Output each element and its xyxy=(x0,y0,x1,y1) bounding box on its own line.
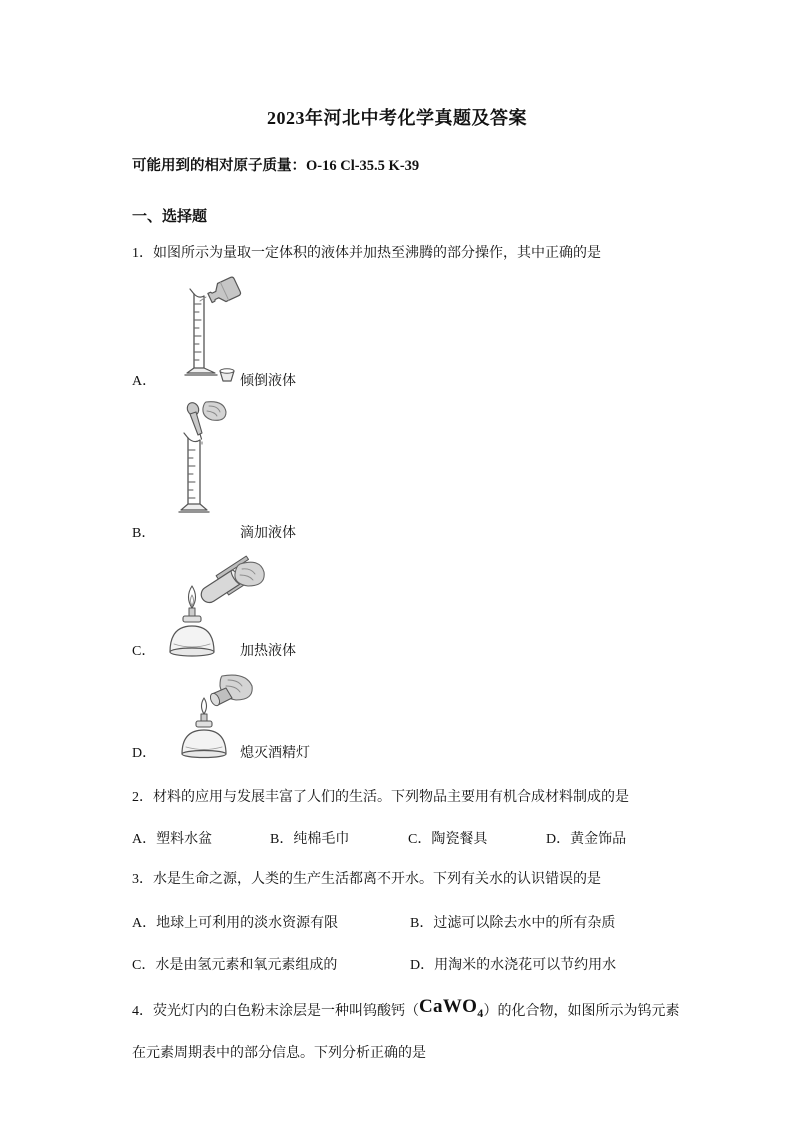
q2-option-d: D．黄金饰品 xyxy=(546,832,627,847)
q1-option-a-row xyxy=(132,372,662,392)
q1-option-d-label: D． xyxy=(132,746,157,761)
q1-option-a-caption: 倾倒液体 xyxy=(240,374,296,389)
q3-option-a: A．地球上可利用的淡水资源有限 xyxy=(132,916,339,931)
drop-liquid-icon xyxy=(162,400,262,522)
q1-option-b-label: B． xyxy=(132,526,156,541)
pour-liquid-figure xyxy=(170,274,662,386)
formula-base: CaWO xyxy=(419,996,478,1017)
q3-option-b: B．过滤可以除去水中的所有杂质 xyxy=(410,916,616,931)
question-4-stem-line-2: 在元素周期表中的部分信息。下列分析正确的是 xyxy=(132,1045,426,1061)
q1-option-b-row xyxy=(132,524,662,544)
question-1-stem: 1．如图所示为量取一定体积的液体并加热至沸腾的部分操作，其中正确的是 xyxy=(132,246,601,261)
drop-liquid-figure xyxy=(162,400,662,522)
q2-option-c: C．陶瓷餐具 xyxy=(408,832,488,847)
question-3-stem: 3．水是生命之源，人类的生产生活都离不开水。下列有关水的认识错误的是 xyxy=(132,872,601,887)
q1-option-b-caption: 滴加液体 xyxy=(240,526,296,541)
question-3-options-row-2 xyxy=(132,956,662,976)
formula-subscript: 4 xyxy=(477,1005,484,1020)
question-2-stem: 2．材料的应用与发展丰富了人们的生活。下列物品主要用有机合成材料制成的是 xyxy=(132,790,629,805)
q3-option-d: D．用淘米的水浇花可以节约用水 xyxy=(410,958,617,973)
q1-option-c-label: C． xyxy=(132,644,156,659)
q1-option-d-row xyxy=(132,744,662,764)
q1-option-d-caption: 熄灭酒精灯 xyxy=(240,746,310,761)
question-4-stem-line-1 xyxy=(132,996,680,1028)
q1-option-c-caption: 加热液体 xyxy=(240,644,296,659)
q1-option-b xyxy=(132,400,662,544)
section-title-choice-questions: 一、选择题 xyxy=(132,209,208,225)
page-title: 2023年河北中考化学真题及答案 xyxy=(267,108,527,128)
q4-stem-before: 4．荧光灯内的白色粉末涂层是一种叫钨酸钙（ xyxy=(132,1004,419,1019)
q1-option-a xyxy=(132,274,662,392)
q2-option-a: A．塑料水盆 xyxy=(132,832,213,847)
q1-option-d xyxy=(132,672,662,764)
q1-option-c xyxy=(132,550,662,662)
q3-option-c: C．水是由氢元素和氧元素组成的 xyxy=(132,958,338,973)
q4-stem-after: ）的化合物，如图所示为钨元素 xyxy=(483,1004,680,1019)
q1-option-a-label: A． xyxy=(132,374,157,389)
formula-cawo4 xyxy=(419,996,484,1020)
pour-liquid-icon xyxy=(170,274,270,386)
atomic-masses-note: 可能用到的相对原子质量：O-16 Cl-35.5 K-39 xyxy=(132,158,420,174)
q1-option-c-row xyxy=(132,642,662,662)
question-2-options xyxy=(132,830,662,850)
question-3-options-row-1 xyxy=(132,914,662,934)
q2-option-b: B．纯棉毛巾 xyxy=(270,832,350,847)
